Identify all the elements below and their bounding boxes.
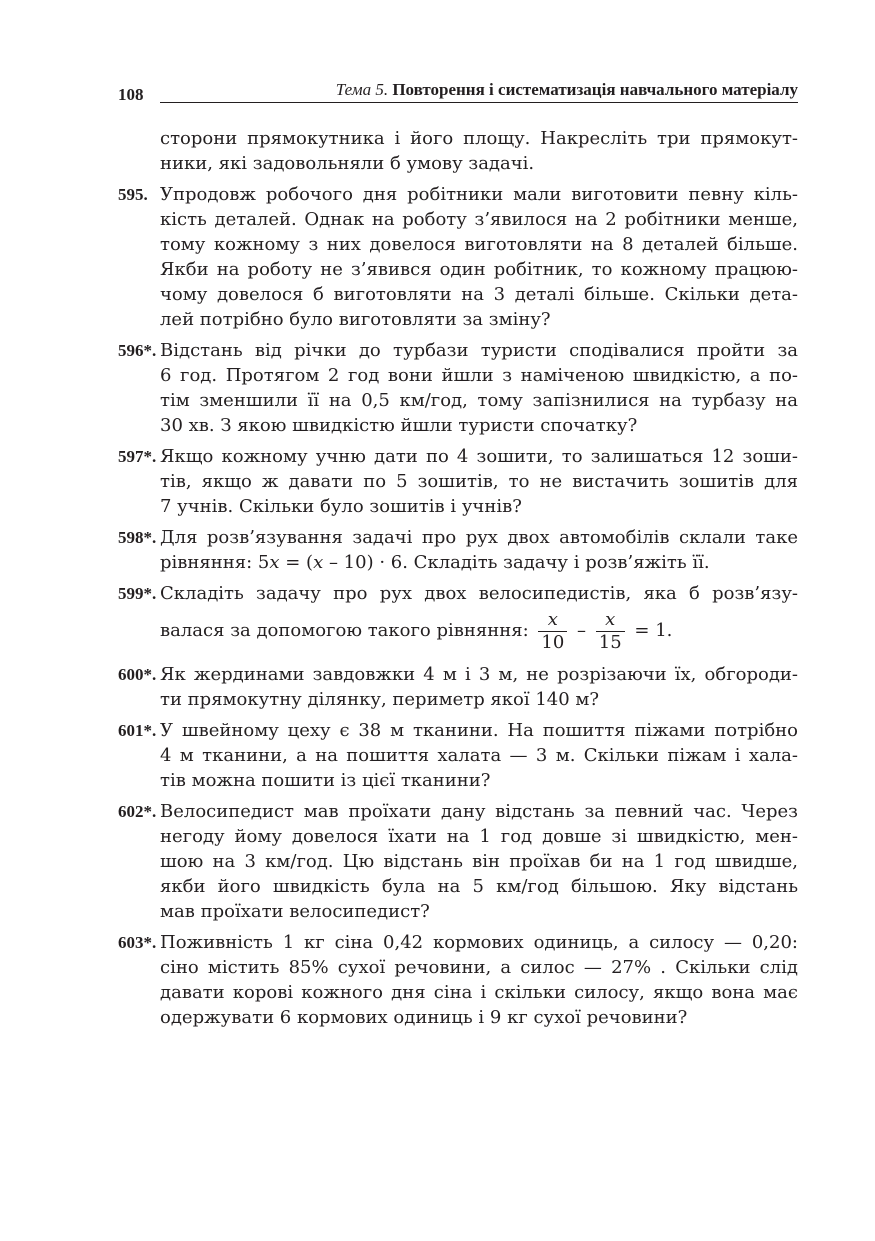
fraction	[596, 609, 625, 654]
page-number: 108	[118, 85, 144, 104]
fraction-denominator: 15	[598, 631, 622, 653]
text-line: Велосипедист мав проїхати дану відстань за певний час. Через	[160, 801, 798, 822]
text-line: ники, які задовольняли б умову задачі.	[160, 153, 535, 174]
problem-596	[118, 338, 798, 438]
text-line: Складіть задачу про рух двох велосипедистів, яка б розв’язу-	[160, 583, 798, 604]
fraction	[538, 609, 567, 654]
fraction-numerator: x	[538, 609, 567, 632]
minus-sign: –	[577, 620, 587, 641]
text-line: Якщо кожному учню дати по 4 зошити, то залишаться 12 зоши-	[160, 446, 798, 467]
text-line: шою на 3 км/год. Цю відстань він проїхав би на 1 год швидше,	[160, 851, 798, 872]
text-line: тів, якщо ж давати по 5 зошитів, то не вистачить зошитів для	[160, 471, 798, 492]
text-line: Відстань від річки до турбази туристи сподівалися пройти за	[160, 340, 798, 361]
problem-599	[118, 581, 798, 656]
text-line: давати корові кожного дня сіна і скільки силосу, якщо вона має	[160, 982, 798, 1003]
text-line: кість деталей. Однак на роботу з’явилося на 2 робітники менше,	[160, 209, 798, 230]
text-line: тім зменшили її на 0,5 км/год, тому запізнилися на турбазу на	[160, 390, 798, 411]
text-line: Для розв’язування задачі про рух двох автомобілів склали таке	[160, 527, 798, 548]
variable-x: x	[269, 552, 280, 573]
text-line: Як жердинами завдовжки 4 м і 3 м, не розрізаючи їх, обгороди-	[160, 664, 798, 685]
text-line: сторони прямокутника і його площу. Накресліть три прямокут-	[160, 128, 798, 149]
text-line: лей потрібно було виготовляти за зміну?	[160, 309, 551, 330]
page-content	[118, 126, 798, 1036]
text-line: У швейному цеху є 38 м тканини. На пошиття піжами потрібно	[160, 720, 798, 741]
page-header	[118, 80, 798, 104]
text-line: чому довелося б виготовляти на 3 деталі більше. Скільки дета-	[160, 284, 798, 305]
equation-text: – 10) · 6. Складіть задачу і розв’яжіть її.	[323, 552, 710, 573]
problem-number: 600*.	[118, 665, 157, 684]
text-line: тому кожному з них довелося виготовляти на 8 деталей більше.	[160, 234, 798, 255]
problem-number: 602*.	[118, 802, 157, 821]
problem-number: 598*.	[118, 528, 157, 547]
equals-text: = 1.	[634, 620, 673, 641]
problem-598	[118, 525, 798, 575]
equation-line	[160, 606, 798, 656]
problem-595	[118, 182, 798, 332]
running-title	[160, 80, 798, 103]
text-line: негоду йому довелося їхати на 1 год довше зі швидкістю, мен-	[160, 826, 798, 847]
text-line: якби його швидкість була на 5 км/год більшою. Яку відстань	[160, 876, 798, 897]
problem-number: 599*.	[118, 584, 157, 603]
topic-label: Тема 5.	[335, 80, 389, 99]
fraction-numerator: x	[596, 609, 625, 632]
equation-text: = (	[279, 552, 314, 573]
problem-597	[118, 444, 798, 519]
fraction-denominator: 10	[541, 631, 565, 653]
text-line: 6 год. Протягом 2 год вони йшли з наміченою швидкістю, а по-	[160, 365, 798, 386]
text-line: одержувати 6 кормових одиниць і 9 кг сухої речовини?	[160, 1007, 688, 1028]
variable-x: x	[313, 552, 324, 573]
text-line: тів можна пошити із цієї тканини?	[160, 770, 491, 791]
problem-number: 603*.	[118, 933, 157, 952]
equation-line	[160, 550, 798, 575]
text-line: 30 хв. З якою швидкістю йшли туристи спочатку?	[160, 415, 638, 436]
text-line: 4 м тканини, а на пошиття халата — 3 м. Скільки піжам і хала-	[160, 745, 798, 766]
text-line: Поживність 1 кг сіна 0,42 кормових одиниць, а силосу — 0,20:	[160, 932, 798, 953]
text-line: ти прямокутну ділянку, периметр якої 140 м?	[160, 689, 600, 710]
text-line: мав проїхати велосипедист?	[160, 901, 430, 922]
problem-603	[118, 930, 798, 1030]
problem-number: 601*.	[118, 721, 157, 740]
text-line: Упродовж робочого дня робітники мали виготовити певну кіль-	[160, 184, 798, 205]
problem-number: 596*.	[118, 341, 157, 360]
text-line: 7 учнів. Скільки було зошитів і учнів?	[160, 496, 522, 517]
text-line: сіно містить 85% сухої речовини, а силос — 27% . Скільки слід	[160, 957, 798, 978]
problem-number: 597*.	[118, 447, 157, 466]
topic-title: Повторення і систематизація навчального матеріалу	[392, 80, 798, 99]
equation-text: валася за допомогою такого рівняння:	[160, 620, 529, 641]
problem-602	[118, 799, 798, 924]
problem-number: 595.	[118, 185, 148, 204]
equation-text: рівняння: 5	[160, 552, 270, 573]
continuation-text	[118, 126, 798, 176]
problem-601	[118, 718, 798, 793]
problem-600	[118, 662, 798, 712]
text-line: Якби на роботу не з’явився один робітник, то кожному працюю-	[160, 259, 798, 280]
